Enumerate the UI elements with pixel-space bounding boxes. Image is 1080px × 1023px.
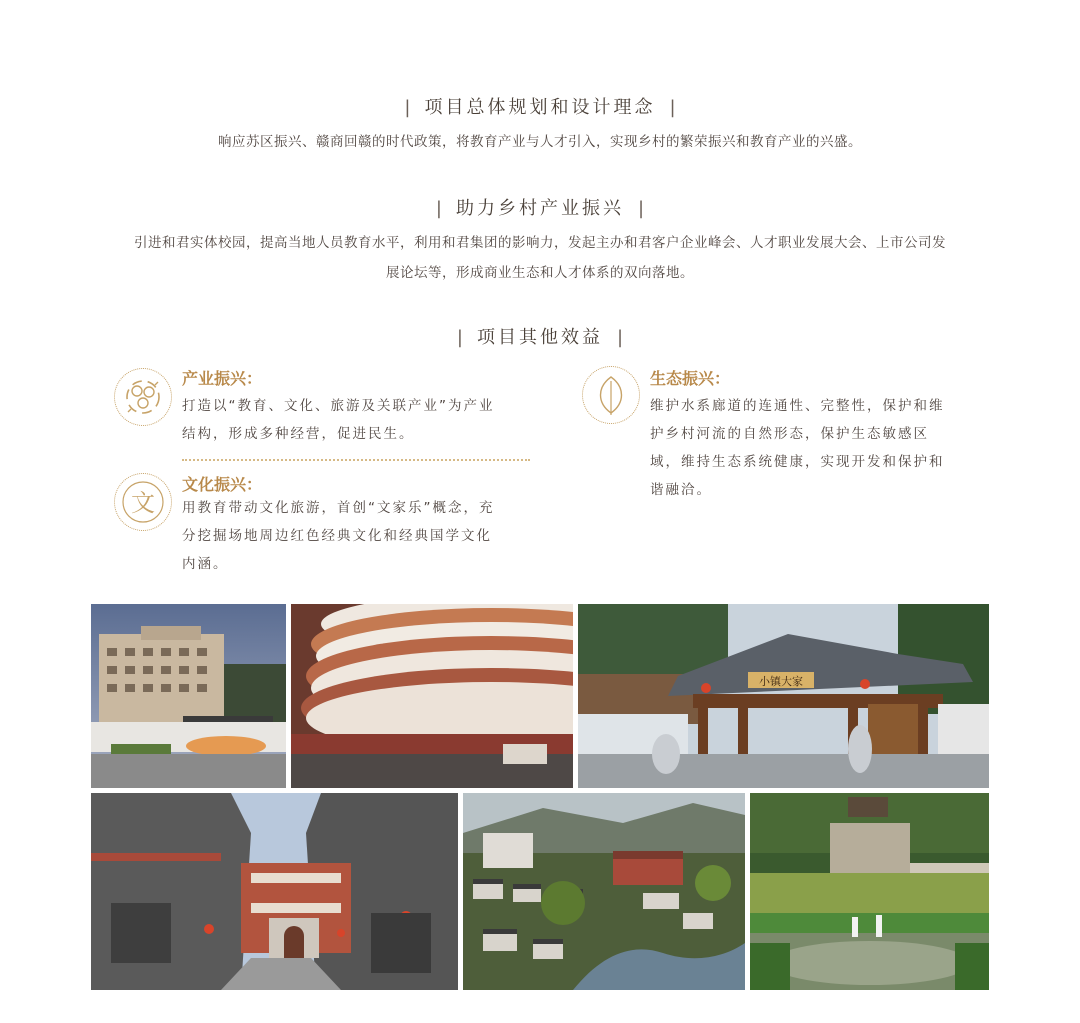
- paragraph-line: 引进和君实体校园，提高当地人员教育水平，利用和君集团的影响力，发起主办和君客户企业峰会、人才职业发展大会、上市公司发: [134, 235, 946, 251]
- industry-text: [182, 392, 542, 448]
- photo-pond-ruins: [750, 793, 989, 990]
- section-title-benefits: [0, 323, 1080, 349]
- text-line: 分挖掘场地周边红色经典文化和经典国学文化: [182, 528, 492, 544]
- text-line: 打造以“教育、文化、旅游及关联产业”为产业: [182, 398, 495, 414]
- culture-title: 文化振兴：: [182, 475, 263, 494]
- industry-cycle-icon: [114, 368, 172, 426]
- industry-title: 产业振兴：: [182, 369, 263, 388]
- text-line: 护乡村河流的自然形态，保护生态敏感区: [650, 426, 929, 442]
- text-line: 维护水系廊道的连通性、完整性，保护和维: [650, 398, 945, 414]
- ecology-title: 生态振兴：: [650, 369, 731, 388]
- ecology-leaf-icon: [582, 366, 640, 424]
- text-line: 谐融洽。: [650, 482, 712, 498]
- title-divider: |: [435, 198, 442, 219]
- benefit-divider: [182, 459, 530, 461]
- culture-icon-char: 文: [131, 489, 155, 517]
- paragraph-line: 展论坛等，形成商业生态和人才体系的双向落地。: [386, 265, 694, 281]
- section-title-text: 项目总体规划和设计理念: [424, 97, 656, 118]
- section-title-text: 助力乡村产业振兴: [456, 198, 624, 219]
- photo-town-gate: [578, 604, 989, 788]
- title-divider: |: [404, 97, 411, 118]
- section-title-revitalization: [0, 194, 1080, 220]
- photo-circular-courtyard: [291, 604, 573, 788]
- culture-character-icon: [114, 473, 172, 531]
- text-line: 用教育带动文化旅游，首创“文家乐”概念，充: [182, 500, 495, 516]
- photo-hotel-building: [91, 604, 286, 788]
- title-divider: |: [617, 327, 624, 348]
- planning-paragraph: [60, 127, 1020, 157]
- gate-sign-text: 小镇大家: [759, 675, 803, 688]
- section-title-text: 项目其他效益: [477, 327, 603, 348]
- ecology-text: [650, 392, 1000, 504]
- paragraph-line: 响应苏区振兴、赣商回赣的时代政策，将教育产业与人才引入，实现乡村的繁荣振兴和教育产业的兴盛。: [218, 134, 862, 150]
- section-title-planning: [0, 93, 1080, 119]
- photo-aerial-village: [463, 793, 745, 990]
- title-divider: |: [456, 327, 463, 348]
- text-line: 域，维持生态系统健康，实现开发和保护和: [650, 454, 945, 470]
- text-line: 结构，形成多种经营，促进民生。: [182, 426, 415, 442]
- title-divider: |: [669, 97, 676, 118]
- revitalization-paragraph: [60, 228, 1020, 288]
- text-line: 内涵。: [182, 556, 229, 572]
- title-divider: |: [638, 198, 645, 219]
- photo-brick-street: [91, 793, 458, 990]
- culture-text: [182, 494, 542, 578]
